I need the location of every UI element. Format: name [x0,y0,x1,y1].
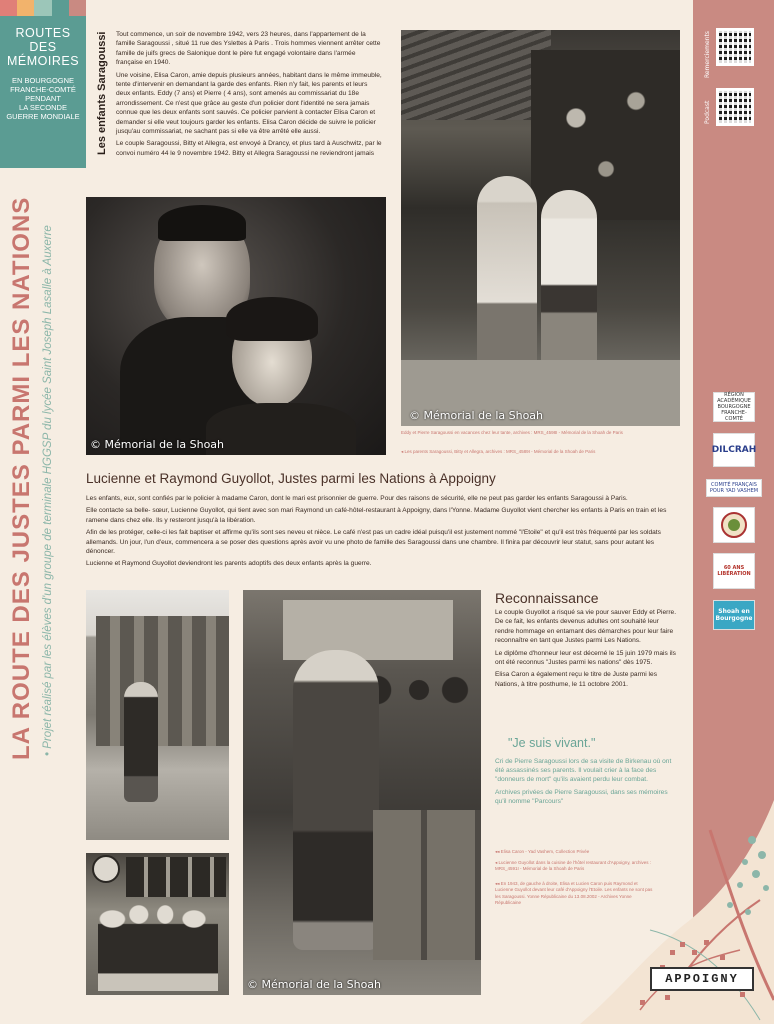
photo-credit: © Mémorial de la Shoah [90,438,225,451]
badge-title-line: ROUTES [15,26,71,40]
photo-lucienne-kitchen [243,590,481,995]
section-heading-reconnaissance: Reconnaissance [495,590,599,606]
section-text-guyollot [86,494,684,572]
page-title: LA ROUTE DES JUSTES PARMI LES NATIONS [8,196,35,760]
badge-title-line: MÉMOIRES [6,54,80,68]
photo-elisa-caron [86,590,229,840]
paragraph: Elle contacte sa belle- sœur, Lucienne Guyollot, qui tient avec son mari Raymond un café-hôtel-restaurant à Appoigny, dans l'Yonne. Madame Guyollot vient chercher les enfants à Paris en train et les ramene dans chez elle. Ils y resteront jusqu'à la libération. [86,507,667,524]
woman-cooking [293,650,379,950]
photo-eddy-pierre-children [401,30,680,426]
woman-dress [206,403,356,455]
section-text-enfants [116,30,382,161]
logo-yad-vashem: COMITÉ FRANÇAIS POUR YAD VASHEM [706,479,762,497]
badge-sub-line: FRANCHE-COMTÉ [10,85,76,94]
caption-elisa: ◂◂ Elisa Caron - Yad Vashem, Collection Privée [495,849,590,854]
badge-sub-line: LA SECONDE [19,103,67,112]
badge-sub-line: PENDANT [25,94,61,103]
badge-title-line: DES [29,40,57,54]
paragraph: Afin de les protéger, celle-ci les fait baptiser et affirme qu'ils sont ses neveu et nièce. Le café n'est pas un cadre idéal puisqu'il est justement nommé "l'Etoile" et qu'il est très fréquenté par les soldats allemands. Un jour, l'un d'eux, commencera a se poser des questions après avoir vu une photo de famille des Saragoussi dans une chambre. Il finira par découvrir leur statut, sans pour autant les dénoncer. [86,529,661,556]
vertical-title [8,170,54,760]
paragraph: Tout commence, un soir de novembre 1942, vers 23 heures, dans l'appartement de la famille Saragoussi , situé 11 rue des Yslettes à Paris . Trois hommes viennent arrêter cette famille de juifs grecs de Salonique dont le père fut engagé volontaire dans l'armée française en 1940. [116,31,381,67]
project-credit: • Projet réalisé par les élèves d'un groupe de terminale HGGSP du lycée Saint Joseph Lasalle à Auxerre [42,225,54,756]
seal-icon [713,507,755,543]
cupboard [373,810,481,960]
quote-title: "Je suis vivant." [508,736,596,750]
photo-saragoussi-parents [86,197,386,455]
stripe [69,0,86,16]
group-of-people [98,901,218,991]
section-text-reconnaissance [495,608,679,692]
house-roof [401,30,551,120]
logo-shoah-bourgogne: Shoah en Bourgogne [713,600,755,630]
paragraph: Le couple Saragoussi, Bitty et Allegra, est envoyé à Drancy, et plus tard à Auschwitz, par le convoi numéro 44 le 9 novembre 1942. Bitty et Allegra Saragoussi ne reviendront jamais [116,140,382,157]
woman-hair [226,297,318,341]
badge-title [0,26,86,68]
section-heading-enfants: Les enfants Saragoussi [96,31,108,155]
paragraph: Le couple Guyollot a risqué sa vie pour sauver Eddy et Pierre. De ce fait, les enfants devenus adultes ont souhaité leur rendre hommage en entamant des démarches pour leur faire reconnaître en tant que Justes parmi Les Nations. [495,609,677,645]
logo-dilcrah: DILCRAH [713,433,755,467]
appoigny-map-label: APPOIGNY [650,967,754,991]
building [96,616,229,746]
qr-code-remerciements[interactable] [716,28,754,66]
paragraph: Les enfants, eux, sont confiés par le policier à madame Caron, dont le mari est prisonnier de guerre. Pour des raisons de sécurité, elle ne peut pas garder les enfants Saragoussi à Paris. [86,495,628,502]
paragraph: Cri de Pierre Saragoussi lors de sa visite de Birkenau où ont été assassinés ses parents. Il voulait crier à la face des "donneurs de mort" qu'ils avaient perdu leur combat. [495,758,672,784]
woman-standing [124,682,158,802]
qr-code-podcast[interactable] [716,88,754,126]
routes-des-memoires-badge [0,0,86,168]
qr-label: Podcast [704,100,711,124]
photo-cafe-etoile-group [86,853,229,995]
stripe [17,0,34,16]
child-eddy [477,176,537,386]
qr-label: Remerciements [704,31,711,78]
color-stripes [0,0,86,16]
kitchen-wall-board [283,600,453,660]
badge-sub-line: EN BOURGOGNE [11,76,75,85]
logo-region-academique: RÉGION ACADÉMIQUE BOURGOGNE FRANCHE-COMTÉ [713,392,755,422]
badge-sub-line: GUERRE MONDIALE [6,112,80,121]
cafe-sign-icon [92,855,120,883]
child-pierre [541,190,597,386]
stripe [0,0,17,16]
caption-children: Eddy et Pierre Saragoussi en vacances chez leur tante, archives : MRS_4598I - Mémorial de la Shoah de Paris [401,430,623,435]
section-heading-guyollot: Lucienne et Raymond Guyollot, Justes parmi les Nations à Appoigny [86,471,496,486]
paragraph: Elisa Caron a également reçu le titre de Juste parmi les Nations, à titre posthume, le 11 octobre 2001. [495,671,657,688]
photo-credit: © Mémorial de la Shoah [409,409,544,422]
stripe [52,0,69,16]
caption-cafe: ◂◂ En 1943, de gauche à droite, Elisa et Lucien Caron puis Raymond et Lucienne Guyollot devant leur café d'Appoigny l'Etoile. Les enfants ne sont pas les Saragoussi. Yonne Républicaine du 13.08.2002 - Archives Yonne Républicaine [495,881,653,906]
caption-parents: ◂ Les parents Saragoussi, Bitty et Allegra, archives : MRS_4589I - Mémorial de la Shoah de Paris [401,449,596,454]
paragraph: Le diplôme d'honneur leur est décerné le 15 juin 1979 mais ils ont été reconnus "Justes parmi les nations" dès 1975. [495,649,676,667]
stripe [34,0,51,16]
photo-credit: © Mémorial de la Shoah [247,978,382,991]
logo-60-ans-liberation: 60 ANS LIBÉRATION [713,553,755,589]
paragraph: Une voisine, Elisa Caron, amie depuis plusieurs années, habitant dans le même immeuble, tente d'intervenir en demandant la garde des enfants. Rien n'y fait, les parents et leurs deux enfants. Eddy (7 ans) et Pierre ( 4 ans), sont amenés au commissariat du 18e arrondissement. Ce n'est que grâce au geste d'un policier dont l'identité ne sera jamais connue que les deux enfants sont sauvés. Ce policier parvient à contacter Elisa Caron et demander si elle veut toujours garder les enfants. Elisa Caron décide de suivre le policier jusqu'au commissariat, ne sachant pas si elle va être arrêté elle aussi. [116,71,382,136]
man-hair [158,205,246,241]
paragraph: Lucienne et Raymond Guyollot deviendront les parents adoptifs des deux enfants après la guerre. [86,560,372,568]
quote-text [495,757,675,806]
seal-icon-svg [720,511,748,539]
caption-lucienne: ◂ Lucienne Guyollot dans la cuisine de l'hôtel restaurant d'Appoigny, archives : MRS_4591I - Mémorial de la Shoah de Paris [495,860,651,872]
paragraph: Archives privées de Pierre Saragoussi, dans ses mémoires qu'il nomme "Parcours" [495,788,668,805]
badge-subtitle [0,76,86,121]
storefront [126,857,226,897]
